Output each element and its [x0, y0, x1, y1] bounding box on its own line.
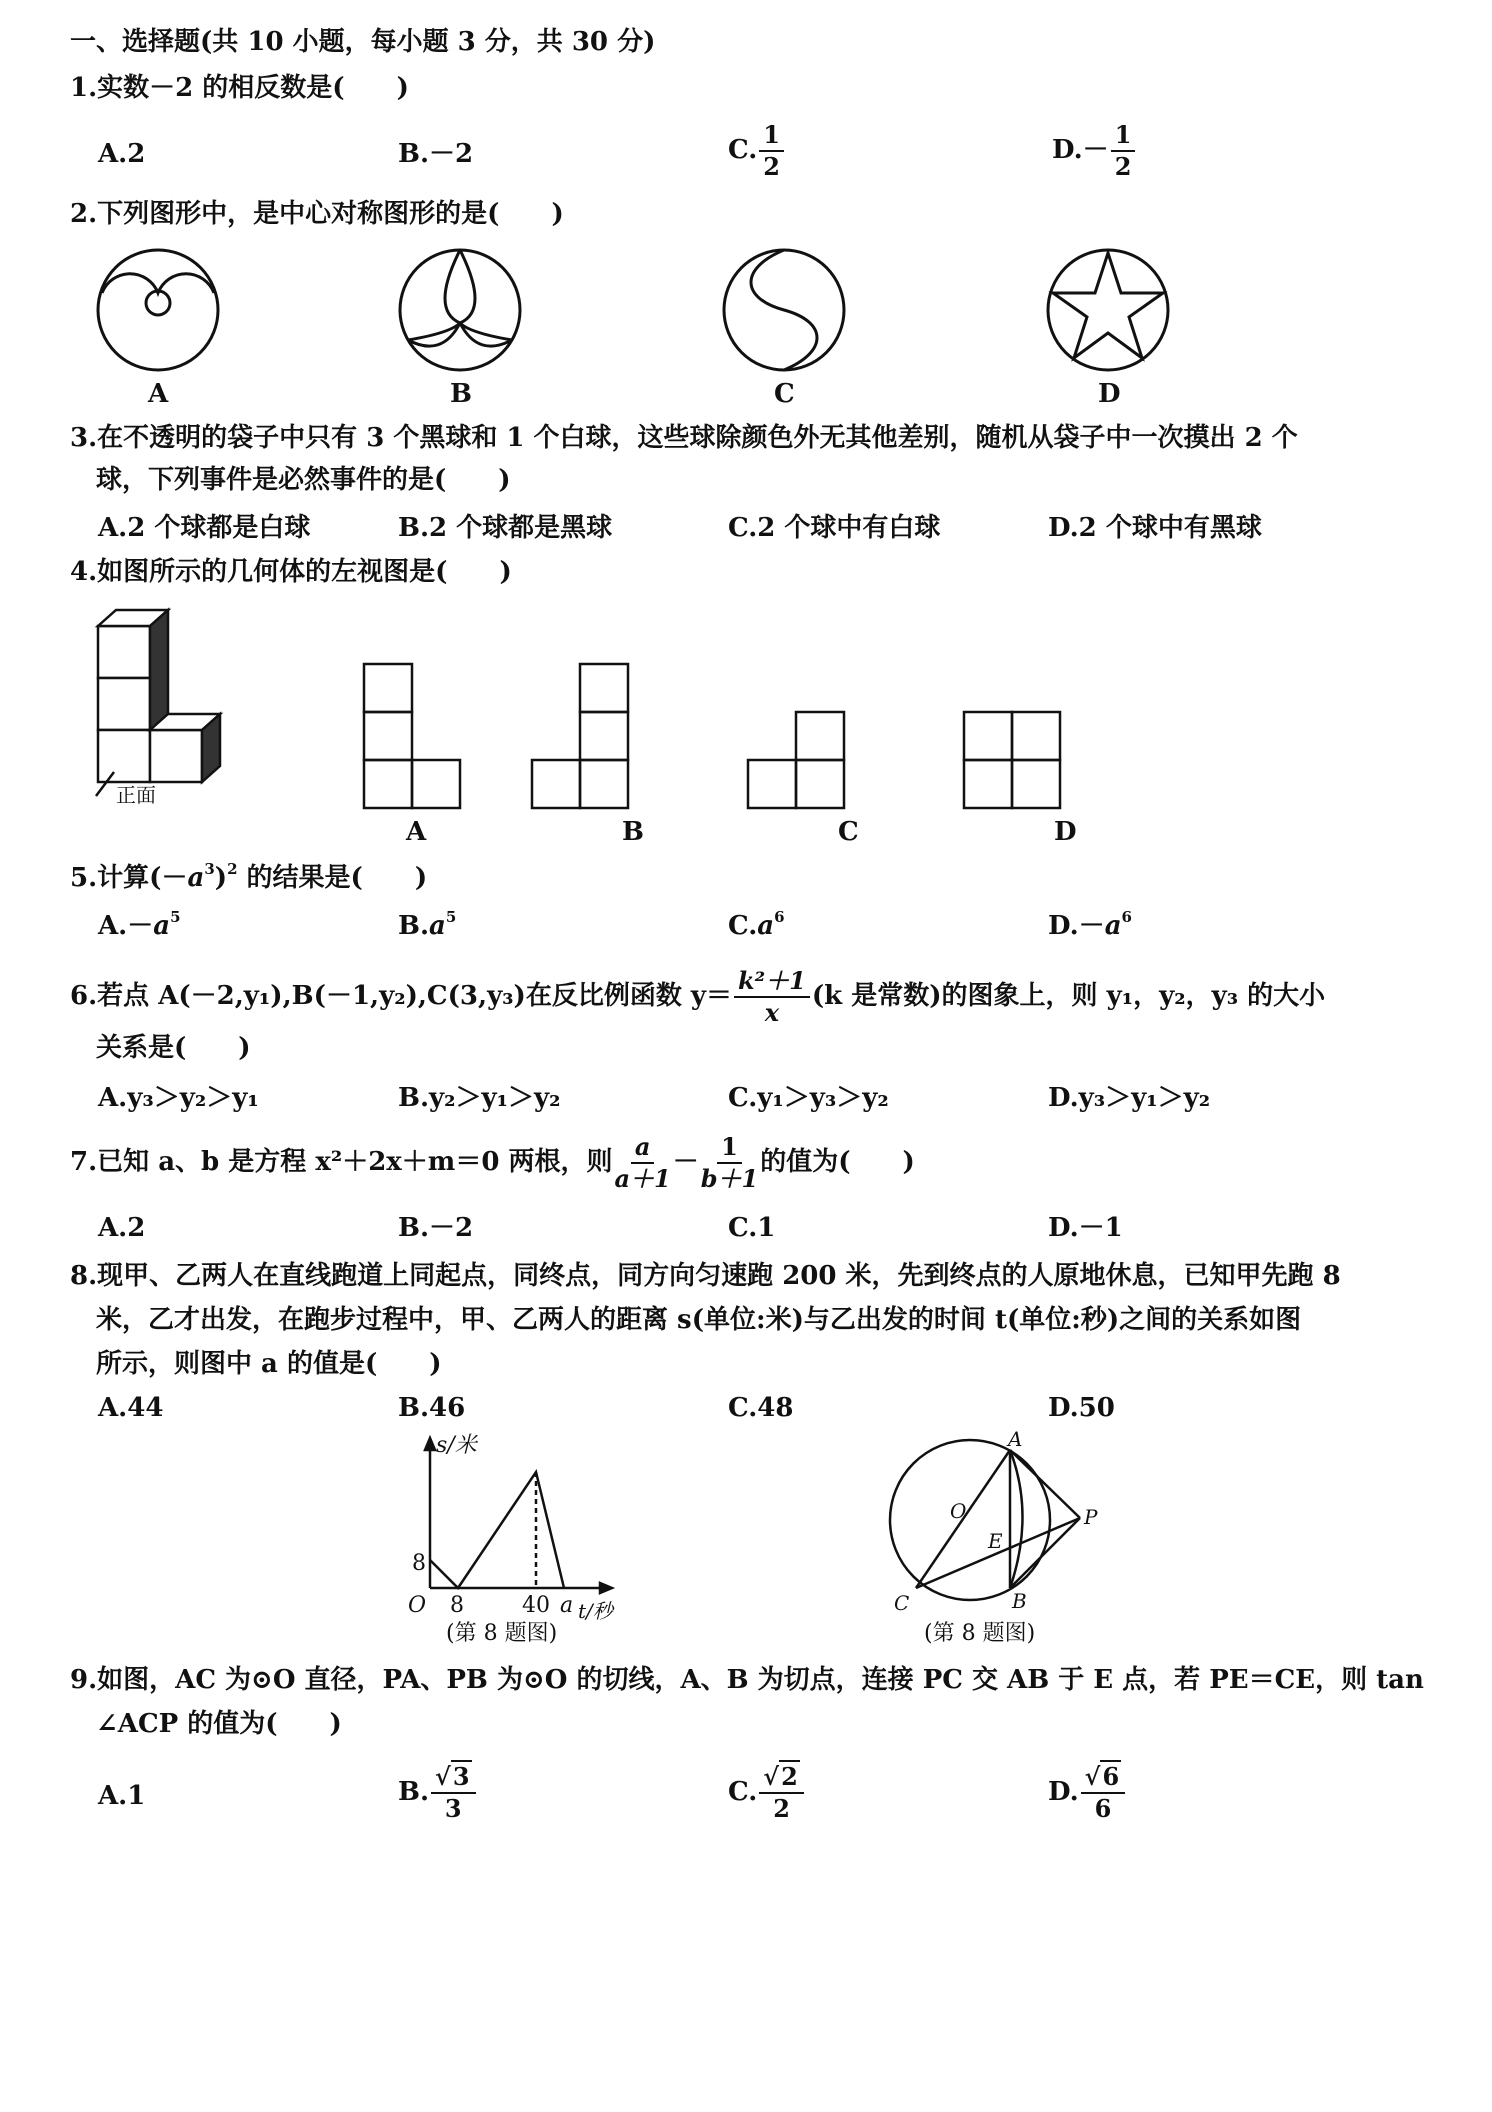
q5-exponent: 3	[204, 860, 215, 878]
question-6-option-c: C.y₁＞y₃＞y₂	[728, 1083, 889, 1113]
option-d-prefix: D.－	[1052, 135, 1109, 165]
opt-prefix: C.	[728, 911, 758, 941]
question-6-option-d: D.y₃＞y₁＞y₂	[1048, 1083, 1211, 1113]
circle-tangent-figure	[860, 1427, 1120, 1630]
fraction-denominator: 2	[763, 152, 780, 181]
view-option-b	[532, 664, 628, 808]
question-4-figures	[90, 596, 1140, 816]
question-9-stem-line-2: ∠ACP 的值为( )	[96, 1709, 342, 1739]
q5-text: )	[214, 863, 228, 893]
opt-variable: a	[1104, 911, 1122, 941]
figure-2d	[1048, 250, 1168, 370]
arc-ab	[1010, 1450, 1023, 1588]
view-c-label: C	[838, 817, 859, 847]
fraction-denominator: a＋1	[614, 1164, 671, 1193]
question-7-option-b: B.－2	[398, 1213, 474, 1243]
fraction-numerator: k²＋1	[734, 966, 810, 998]
q6-text: (k 是常数)的图象上，则 y₁，y₂，y₃ 的大小	[811, 981, 1326, 1011]
view-a-label: A	[406, 817, 427, 847]
question-3-option-a: A.2 个球都是白球	[98, 513, 311, 543]
q5-text: 5.计算(－	[70, 863, 188, 893]
q7-minus: －	[672, 1147, 699, 1177]
question-5-option-d	[1048, 910, 1132, 942]
x-axis-arrow	[600, 1583, 612, 1593]
question-5-option-a	[98, 910, 181, 942]
fraction-denominator: 6	[1094, 1794, 1112, 1823]
section-title: 一、选择题(共 10 小题，每小题 3 分，共 30 分)	[70, 27, 656, 57]
radicand: 2	[781, 1762, 798, 1791]
question-9-option-d	[1048, 1762, 1127, 1824]
question-6-option-b: B.y₂＞y₁＞y₂	[398, 1083, 561, 1113]
option-c-fraction	[759, 1762, 803, 1824]
opt-exponent: 5	[170, 908, 181, 926]
option-c-prefix: C.	[728, 135, 758, 165]
question-3-stem-line-2: 球，下列事件是必然事件的是( )	[96, 465, 511, 495]
question-3-option-c: C.2 个球中有白球	[728, 513, 941, 543]
question-6-option-a: A.y₃＞y₂＞y₁	[98, 1083, 259, 1113]
question-5-option-b	[398, 910, 456, 942]
q7-fraction-2	[701, 1132, 758, 1194]
q5-variable: a	[187, 863, 205, 893]
point-p-label: P	[1084, 1505, 1098, 1529]
radicand: 3	[452, 1762, 470, 1791]
question-1-option-a: A.2	[98, 139, 146, 169]
question-5-stem	[70, 862, 427, 894]
x-tick-a: a	[560, 1593, 574, 1618]
view-option-a	[364, 664, 460, 808]
question-9-option-a: A.1	[98, 1781, 146, 1811]
fraction-denominator: x	[764, 998, 780, 1027]
question-8-option-a: A.44	[98, 1393, 164, 1423]
question-9-stem-line-1: 9.如图，AC 为⊙O 直径，PA、PB 为⊙O 的切线，A、B 为切点，连接 PC 交 AB 于 E 点，若 PE＝CE，则 tan	[70, 1665, 1424, 1695]
option-d-fraction	[1111, 120, 1136, 182]
question-6-stem-line-2: 关系是( )	[96, 1033, 251, 1063]
opt-variable: a	[429, 911, 446, 941]
view-b-label: B	[622, 817, 644, 847]
q7-text: 7.已知 a、b 是方程 x²＋2x＋m＝0 两根，则	[70, 1147, 613, 1177]
x-tick-8: 8	[450, 1593, 464, 1618]
view-option-c	[748, 712, 844, 808]
opt-prefix: B.	[398, 911, 430, 941]
origin-label: O	[408, 1593, 427, 1618]
fraction-numerator: √2	[759, 1762, 803, 1794]
point-b-label: B	[1012, 1589, 1027, 1613]
fraction-numerator: 1	[759, 120, 784, 152]
question-7-stem	[70, 1132, 915, 1194]
figure-2a-label: A	[148, 379, 169, 409]
fraction-numerator: 1	[1111, 120, 1136, 152]
option-c-fraction	[759, 120, 784, 182]
option-prefix: D.	[1048, 1777, 1079, 1807]
q6-text: 6.若点 A(－2,y₁),B(－1,y₂),C(3,y₃)在反比例函数 y＝	[70, 981, 733, 1011]
view-option-d	[964, 712, 1060, 808]
question-2-figures	[90, 248, 1230, 378]
question-3-option-b: B.2 个球都是黑球	[398, 513, 613, 543]
distance-curve	[430, 1472, 564, 1588]
question-7-option-c: C.1	[728, 1213, 776, 1243]
point-a-label: A	[1008, 1427, 1023, 1451]
question-8-stem-line-2: 米，乙才出发，在跑步过程中，甲、乙两人的距离 s(单位:米)与乙出发的时间 t(单位:秒)之间的关系如图	[96, 1305, 1302, 1335]
question-2-stem: 2.下列图形中，是中心对称图形的是( )	[70, 199, 564, 229]
q6-fraction	[734, 966, 810, 1028]
fraction-numerator: √6	[1081, 1762, 1125, 1794]
question-7-option-a: A.2	[98, 1213, 146, 1243]
question-1-option-d	[1052, 120, 1137, 182]
y-axis-arrow	[425, 1438, 435, 1450]
question-3-stem-line-1: 3.在不透明的袋子中只有 3 个黑球和 1 个白球，这些球除颜色外无其他差别，随机从袋子中一次摸出 2 个	[70, 423, 1298, 453]
opt-exponent: 6	[774, 908, 785, 926]
front-label: 正面	[116, 783, 156, 807]
q7-text: 的值为( )	[760, 1147, 915, 1177]
question-8-stem-line-3: 所示，则图中 a 的值是( )	[96, 1349, 442, 1379]
question-9-option-b	[398, 1762, 478, 1824]
graph-caption: (第 8 题图)	[446, 1621, 558, 1646]
question-8-option-c: C.48	[728, 1393, 794, 1423]
option-prefix: B.	[398, 1777, 430, 1807]
x-tick-40: 40	[522, 1593, 550, 1618]
fraction-denominator: b＋1	[700, 1164, 759, 1193]
question-4-stem: 4.如图所示的几何体的左视图是( )	[70, 557, 512, 587]
question-8-distance-graph	[400, 1430, 640, 1630]
view-d-label: D	[1054, 817, 1077, 847]
option-prefix: C.	[728, 1777, 758, 1807]
question-8-stem-line-1: 8.现甲、乙两人在直线跑道上同起点，同终点，同方向匀速跑 200 米，先到终点的人原地休息，已知甲先跑 8	[70, 1261, 1341, 1291]
option-d-fraction	[1081, 1762, 1125, 1824]
opt-exponent: 6	[1121, 908, 1132, 926]
radicand: 6	[1102, 1762, 1120, 1791]
opt-variable: a	[757, 911, 775, 941]
question-8-option-b: B.46	[398, 1393, 466, 1423]
q5-text: 的结果是( )	[237, 863, 428, 893]
opt-exponent: 5	[445, 908, 457, 926]
question-1-stem: 1.实数－2 的相反数是( )	[70, 73, 409, 103]
point-o-label: O	[950, 1499, 967, 1523]
question-3-option-d: D.2 个球中有黑球	[1048, 513, 1262, 543]
circle-figure-caption: (第 8 题图)	[924, 1621, 1036, 1646]
question-6-stem-line-1	[70, 966, 1325, 1028]
fraction-denominator: 2	[1114, 152, 1132, 181]
opt-prefix: D.－	[1048, 911, 1105, 941]
question-9-option-c	[728, 1762, 806, 1824]
figure-2a	[98, 250, 218, 370]
fraction-numerator: a	[631, 1132, 655, 1164]
fraction-denominator: 3	[444, 1794, 462, 1823]
y-axis-label: s/米	[436, 1433, 477, 1458]
question-5-option-c	[728, 910, 785, 942]
figure-2c	[724, 250, 844, 370]
question-1-option-c	[728, 120, 786, 182]
opt-variable: a	[153, 911, 171, 941]
y-tick-8: 8	[412, 1551, 426, 1576]
q7-fraction-1	[614, 1132, 670, 1194]
option-b-fraction	[431, 1762, 475, 1824]
question-7-option-d: D.－1	[1048, 1213, 1123, 1243]
q5-exponent: 2	[227, 860, 238, 878]
fraction-numerator: 1	[717, 1132, 742, 1164]
fraction-numerator: √3	[431, 1762, 475, 1794]
fraction-denominator: 2	[773, 1794, 790, 1823]
question-1-option-b: B.－2	[398, 139, 474, 169]
figure-2b	[400, 250, 520, 370]
point-e-label: E	[988, 1529, 1003, 1553]
question-8-option-d: D.50	[1048, 1393, 1115, 1423]
geometric-solid	[96, 610, 220, 796]
opt-prefix: A.－	[98, 911, 154, 941]
figure-2c-label: C	[774, 379, 795, 409]
tangent-pb	[1010, 1518, 1080, 1588]
figure-2d-label: D	[1098, 379, 1121, 409]
x-axis-label: t/秒	[578, 1599, 613, 1623]
point-c-label: C	[894, 1591, 910, 1615]
figure-2b-label: B	[450, 379, 472, 409]
